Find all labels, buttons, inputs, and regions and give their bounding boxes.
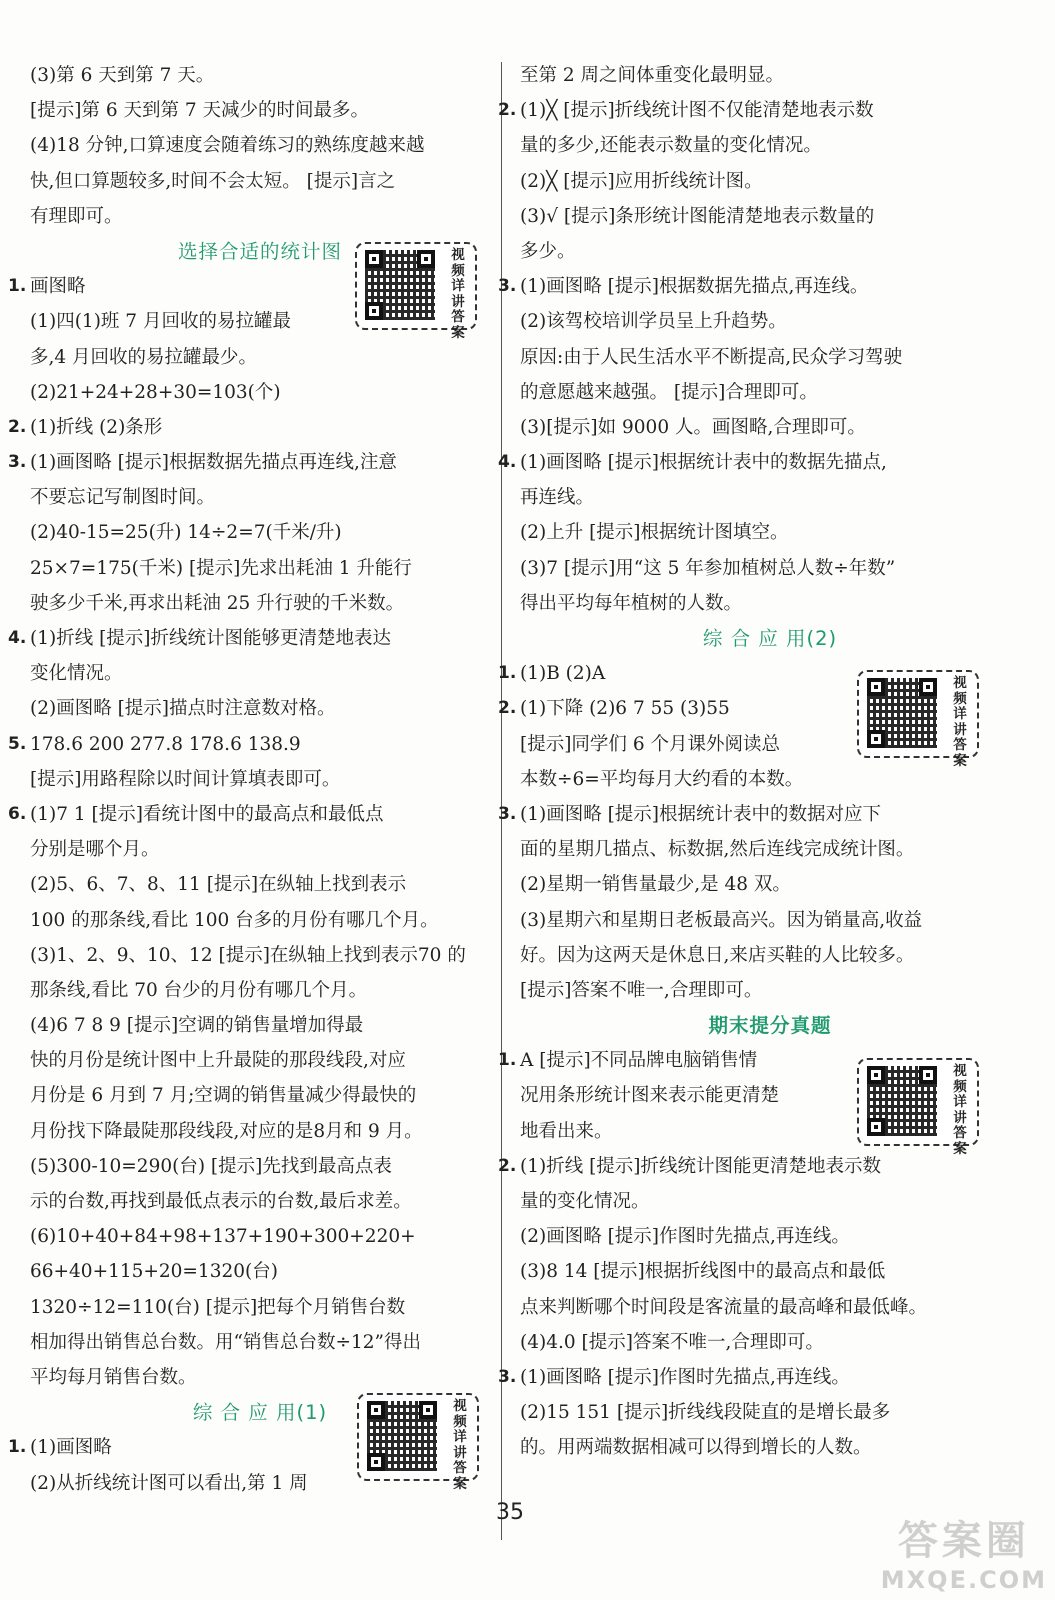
answer-text: 地看出来。	[520, 1120, 613, 1142]
qr-label: 视频详讲答案	[953, 1063, 967, 1157]
answer-text: 面的星期几描点、标数据,然后连线完成统计图。	[520, 839, 915, 861]
answer-text: 那条线,看比 70 台少的月份有哪几个月。	[30, 979, 368, 1001]
answer-line	[520, 1290, 1020, 1325]
answer-line	[30, 340, 490, 375]
answer-line	[8, 410, 490, 445]
answer-line	[520, 199, 1020, 234]
answer-line	[520, 973, 1020, 1008]
answer-text: 有理即可。	[30, 205, 123, 227]
answer-line	[520, 1184, 1020, 1219]
question-number: 1.	[8, 276, 27, 297]
answer-text: 66+40+115+20=1320(台)	[30, 1261, 278, 1283]
section-title-text: 综 合 应 用(2)	[702, 627, 838, 650]
answer-text: 至第 2 周之间体重变化最明显。	[520, 65, 785, 86]
question-number: 2.	[498, 698, 517, 719]
answer-line	[520, 1325, 1020, 1360]
answer-line	[498, 797, 1020, 832]
answer-text: 月份找下降最陡那段线段,对应的是8月和 9 月。	[30, 1120, 423, 1142]
answer-text: (1)折线 (2)条形	[30, 416, 163, 438]
answer-line	[520, 410, 1020, 445]
answer-text: (3)第 6 天到第 7 天。	[30, 65, 215, 86]
answer-line	[30, 691, 490, 726]
answer-text: 的意愿越来越强。 [提示]合理即可。	[520, 381, 818, 403]
question-number: 2.	[498, 100, 517, 121]
watermark-line2: MXQE.COM	[880, 1566, 1047, 1594]
answer-text: 多,4 月回收的易拉罐最少。	[30, 346, 258, 368]
question-number: 5.	[8, 733, 27, 754]
answer-line	[498, 269, 1020, 304]
section-title	[520, 1008, 1020, 1043]
answer-line	[520, 128, 1020, 163]
section-title	[520, 621, 1020, 656]
answer-text: [提示]第 6 天到第 7 天减少的时间最多。	[30, 100, 369, 122]
answer-line	[498, 445, 1020, 480]
answer-text: [提示]用路程除以时间计算填表即可。	[30, 768, 341, 790]
answer-text: 100 的那条线,看比 100 台多的月份有哪几个月。	[30, 909, 439, 931]
answer-line	[30, 832, 490, 867]
answer-text: (2)从折线统计图可以看出,第 1 周	[30, 1472, 308, 1494]
answer-line	[520, 832, 1020, 867]
answer-line	[30, 762, 490, 797]
question-number: 3.	[8, 452, 27, 473]
answer-line	[30, 93, 490, 128]
answer-line	[520, 1430, 1020, 1465]
answer-line	[520, 1254, 1020, 1289]
answer-line	[520, 164, 1020, 199]
answer-line	[30, 1114, 490, 1149]
qr-code-1[interactable]	[355, 242, 477, 341]
answer-text: (1)画图略 [提示]根据数据先描点,再连线。	[520, 276, 869, 298]
answer-text: (1)B (2)A	[520, 663, 606, 685]
answer-line	[520, 551, 1020, 586]
answer-line	[498, 1360, 1020, 1395]
answer-line	[30, 515, 490, 550]
answer-line	[498, 1149, 1020, 1184]
answer-text: (3)[提示]如 9000 人。画图略,合理即可。	[520, 416, 866, 438]
answer-line	[30, 867, 490, 902]
answer-line	[30, 938, 490, 973]
answer-text: 画图略	[30, 276, 86, 298]
answer-line	[30, 1254, 490, 1289]
answer-line	[30, 1219, 490, 1254]
answer-line	[30, 1290, 490, 1325]
answer-line	[30, 128, 490, 163]
answer-text: (1)下降 (2)6 7 55 (3)55	[520, 698, 730, 720]
answer-text: 驶多少千米,再求出耗油 25 升行驶的千米数。	[30, 592, 405, 614]
answer-text: (6)10+40+84+98+137+190+300+220+	[30, 1226, 416, 1248]
answer-text: (4)4.0 [提示]答案不唯一,合理即可。	[520, 1331, 824, 1353]
answer-line	[520, 58, 1020, 93]
answer-line	[8, 621, 490, 656]
answer-text: [提示]答案不唯一,合理即可。	[520, 979, 763, 1001]
answer-text: (2)画图略 [提示]作图时先描点,再连线。	[520, 1226, 850, 1248]
answer-text: (4)18 分钟,口算速度会随着练习的熟练度越来越	[30, 135, 425, 157]
answer-text: (1)画图略 [提示]根据统计表中的数据先描点,	[520, 452, 887, 474]
answer-line	[30, 199, 490, 234]
answer-text: 量的多少,还能表示数量的变化情况。	[520, 135, 822, 157]
answer-line	[520, 1395, 1020, 1430]
question-number: 1.	[498, 663, 517, 684]
qr-code-2[interactable]	[357, 1393, 479, 1492]
qr-label: 视频详讲答案	[953, 675, 967, 769]
answer-text: (2)15 151 [提示]折线线段陡直的是增长最多	[520, 1402, 891, 1424]
answer-line	[520, 1219, 1020, 1254]
answer-line	[8, 797, 490, 832]
answer-text: (1)画图略	[30, 1437, 112, 1459]
question-number: 1.	[8, 1437, 27, 1458]
section-title-text: 综 合 应 用(1)	[192, 1401, 328, 1425]
answer-line	[520, 304, 1020, 339]
answer-line	[520, 340, 1020, 375]
answer-text: 平均每月销售台数。	[30, 1366, 197, 1388]
answer-line	[520, 480, 1020, 515]
answer-line	[30, 1184, 490, 1219]
answer-text: (2)5、6、7、8、11 [提示]在纵轴上找到表示	[30, 874, 407, 896]
answer-line	[30, 480, 490, 515]
qr-code-4[interactable]	[857, 1058, 979, 1157]
answer-line	[520, 234, 1020, 269]
answer-line	[30, 1360, 490, 1395]
answer-line	[520, 903, 1020, 938]
section-title-text: 选择合适的统计图	[177, 239, 342, 263]
qr-code-3[interactable]	[857, 670, 979, 769]
answer-line	[8, 727, 490, 762]
answer-text: (3)7 [提示]用“这 5 年参加植树总人数÷年数”	[520, 557, 896, 579]
answer-line	[30, 375, 490, 410]
answer-line	[30, 656, 490, 691]
answer-line	[520, 375, 1020, 410]
answer-text: (2)21+24+28+30=103(个)	[30, 381, 281, 403]
answer-text: 量的变化情况。	[520, 1191, 650, 1212]
answer-text: (2)上升 [提示]根据统计图填空。	[520, 522, 789, 544]
answer-text: (1)╳ [提示]折线统计图不仅能清楚地表示数	[520, 100, 874, 122]
answer-line	[30, 973, 490, 1008]
answer-text: 再连线。	[520, 487, 595, 509]
watermark	[881, 1509, 1047, 1594]
answer-line	[8, 445, 490, 480]
answer-line	[30, 58, 490, 93]
answer-text: 178.6 200 277.8 178.6 138.9	[30, 733, 301, 755]
answer-line	[30, 1008, 490, 1043]
answer-line	[30, 1043, 490, 1078]
answer-text: (2)该驾校培训学员呈上升趋势。	[520, 311, 787, 333]
question-number: 3.	[498, 1366, 517, 1387]
question-number: 3.	[498, 803, 517, 824]
answer-text: (3)√ [提示]条形统计图能清楚地表示数量的	[520, 205, 875, 227]
qr-label: 视频详讲答案	[453, 1398, 467, 1492]
answer-text: 不要忘记写制图时间。	[30, 487, 216, 509]
answer-text: [提示]同学们 6 个月课外阅读总	[520, 733, 780, 755]
answer-text: 原因:由于人民生活水平不断提高,民众学习驾驶	[520, 346, 903, 368]
question-number: 2.	[8, 416, 27, 437]
answer-text: 示的台数,再找到最低点表示的台数,最后求差。	[30, 1191, 412, 1212]
answer-line	[520, 586, 1020, 621]
answer-line	[30, 1149, 490, 1184]
answer-text: 变化情况。	[30, 663, 123, 685]
answer-line	[520, 762, 1020, 797]
answer-line	[520, 938, 1020, 973]
answer-text: 好。因为这两天是休息日,来店买鞋的人比较多。	[520, 944, 915, 966]
answer-text: 点来判断哪个时间段是客流量的最高峰和最低峰。	[520, 1296, 928, 1318]
answer-line	[498, 93, 1020, 128]
question-number: 6.	[8, 803, 27, 824]
answer-text: (3)星期六和星期日老板最高兴。因为销量高,收益	[520, 909, 923, 931]
answer-text: 况用条形统计图来表示能更清楚	[520, 1085, 780, 1107]
answer-line	[30, 586, 490, 621]
answer-text: 分别是哪个月。	[30, 839, 160, 861]
answer-text: (2)画图略 [提示]描点时注意数对格。	[30, 698, 336, 720]
answer-text: 25×7=175(千米) [提示]先求出耗油 1 升能行	[30, 557, 412, 579]
answer-text: 多少。	[520, 240, 576, 262]
answer-text: (1)画图略 [提示]作图时先描点,再连线。	[520, 1366, 850, 1388]
answer-text: (1)画图略 [提示]根据数据先描点再连线,注意	[30, 452, 397, 474]
question-number: 1.	[498, 1050, 517, 1071]
answer-text: 相加得出销售总台数。用“销售总台数÷12”得出	[30, 1331, 421, 1353]
answer-text: (1)四(1)班 7 月回收的易拉罐最	[30, 311, 291, 333]
right-column	[498, 58, 1020, 1466]
answer-text: (3)1、2、9、10、12 [提示]在纵轴上找到表示70 的	[30, 944, 466, 966]
question-number: 4.	[498, 452, 517, 473]
question-number: 3.	[498, 276, 517, 297]
answer-line	[30, 1078, 490, 1113]
answer-text: 快的月份是统计图中上升最陡的那段线段,对应	[30, 1050, 406, 1072]
answer-line	[30, 551, 490, 586]
answer-text: (5)300-10=290(台) [提示]先找到最高点表	[30, 1155, 392, 1177]
answer-line	[30, 1325, 490, 1360]
answer-text: (4)6 7 8 9 [提示]空调的销售量增加得最	[30, 1015, 364, 1037]
answer-text: (2)╳ [提示]应用折线统计图。	[520, 170, 763, 192]
question-number: 2.	[498, 1155, 517, 1176]
question-number: 4.	[8, 628, 27, 648]
answer-text: 得出平均每年植树的人数。	[520, 592, 743, 614]
answer-text: 的。用两端数据相减可以得到增长的人数。	[520, 1437, 872, 1459]
answer-text: (1)7 1 [提示]看统计图中的最高点和最低点	[30, 803, 384, 825]
answer-line	[30, 903, 490, 938]
qr-label: 视频详讲答案	[451, 247, 465, 341]
watermark-line1: 答案圈	[897, 1518, 1030, 1564]
section-title-text: 期末提分真题	[708, 1014, 832, 1038]
answer-text: 月份是 6 月到 7 月;空调的销售量减少得最快的	[30, 1085, 417, 1107]
answer-line	[520, 515, 1020, 550]
answer-text: A [提示]不同品牌电脑销售情	[520, 1050, 758, 1072]
answer-text: (3)8 14 [提示]根据折线图中的最高点和最低	[520, 1261, 886, 1283]
answer-text: (2)40-15=25(升) 14÷2=7(千米/升)	[30, 522, 342, 544]
answer-text: (2)星期一销售量最少,是 48 双。	[520, 874, 791, 896]
answer-text: 本数÷6=平均每月大约看的本数。	[520, 768, 804, 790]
answer-text: (1)折线 [提示]折线统计图能更清楚地表示数	[520, 1155, 882, 1177]
answer-text: (1)画图略 [提示]根据统计表中的数据对应下	[520, 803, 882, 825]
answer-text: (1)折线 [提示]折线统计图能够更清楚地表达	[30, 628, 392, 649]
answer-text: 快,但口算题较多,时间不会太短。 [提示]言之	[30, 170, 396, 192]
answer-line	[30, 164, 490, 199]
answer-line	[520, 867, 1020, 902]
answer-text: 1320÷12=110(台) [提示]把每个月销售台数	[30, 1296, 406, 1318]
page-number: 35	[496, 1500, 524, 1525]
